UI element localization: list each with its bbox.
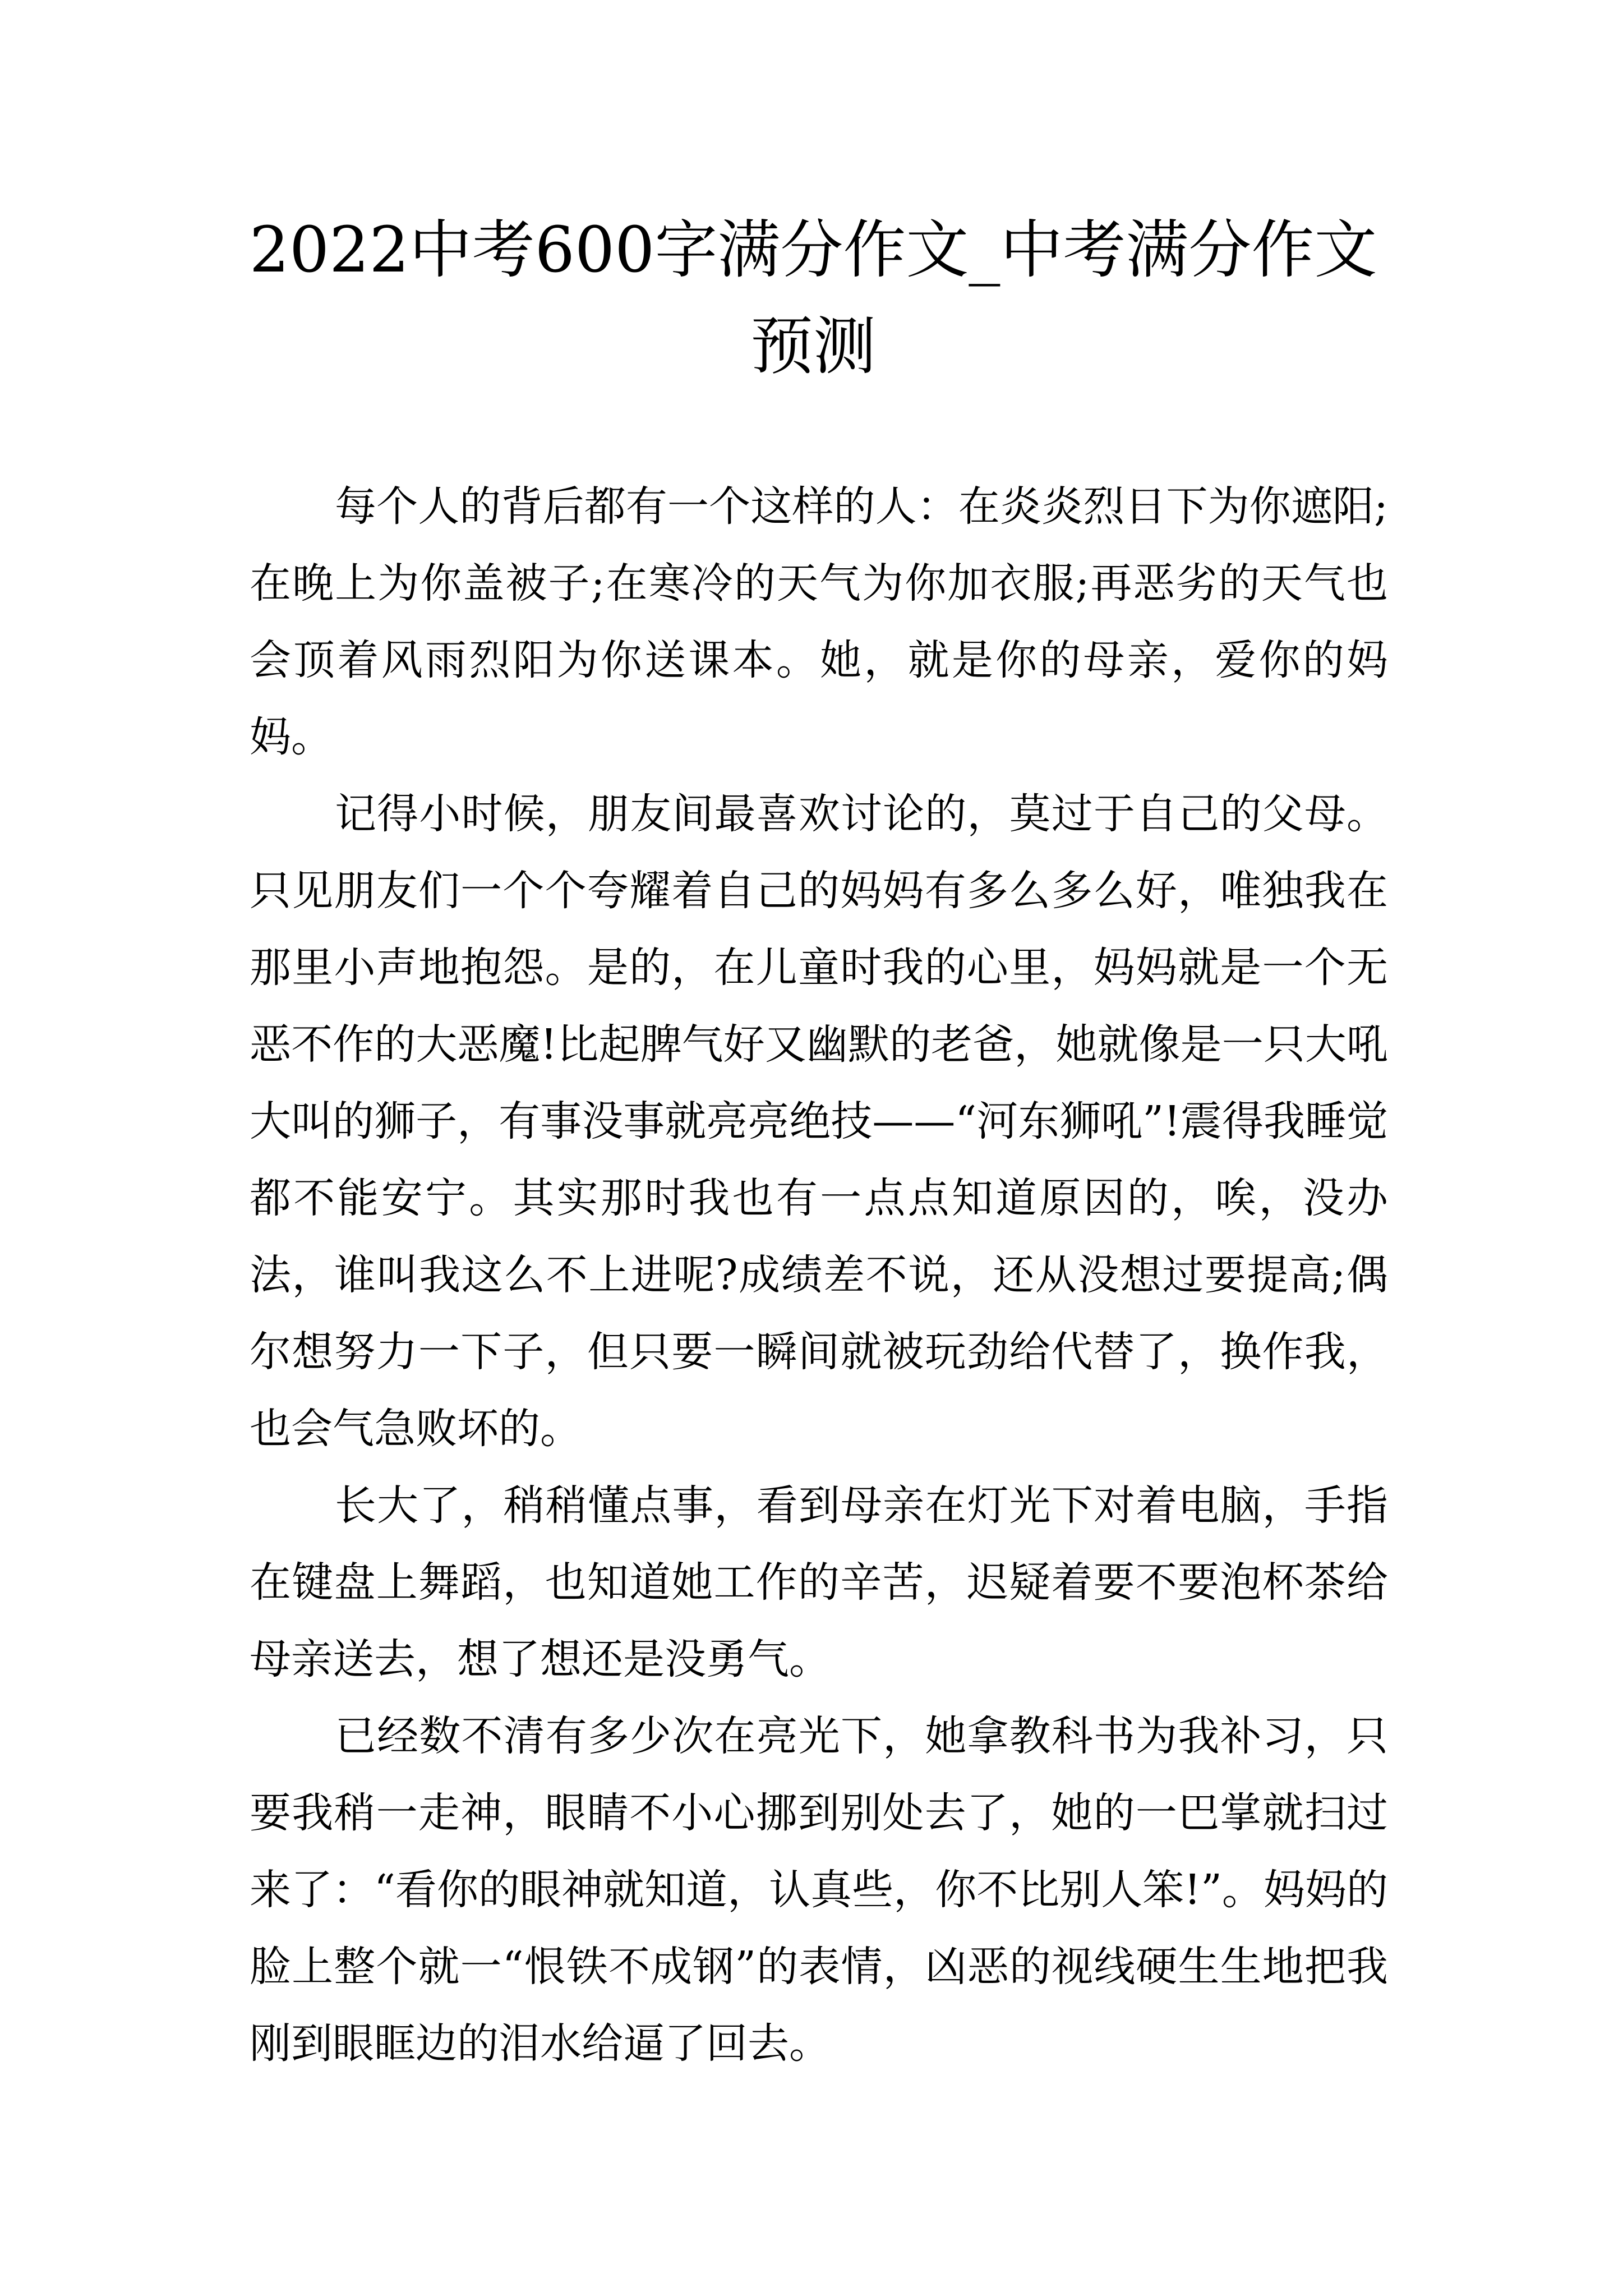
paragraph-4: 已经数不清有多少次在亮光下，她拿教科书为我补习，只要我稍一走神，眼睛不小心挪到别处去了，她的一巴掌就扫过来了：“看你的眼神就知道，认真些，你不比别人笨!”。妈妈的脸上整个就一“恨铁不成钢”的表情，凶恶的视线硬生生地把我刚到眼眶边的泪水给逼了回去。 (250, 1712, 1388, 2068)
document-body (250, 468, 1388, 2082)
paragraph-3: 长大了，稍稍懂点事，看到母亲在灯光下对着电脑，手指在键盘上舞蹈，也知道她工作的辛苦，迟疑着要不要泡杯茶给母亲送去，想了想还是没勇气。 (250, 1481, 1388, 1683)
document-title: 2022中考600字满分作文_中考满分作文预测 (249, 214, 1377, 383)
paragraph-1: 每个人的背后都有一个这样的人：在炎炎烈日下为你遮阳;在晚上为你盖被子;在寒冷的天气为你加衣服;再恶劣的天气也会顶着风雨烈阳为你送课本。她，就是你的母亲，爱你的妈妈。 (250, 482, 1388, 761)
paragraph-2: 记得小时候，朋友间最喜欢讨论的，莫过于自己的父母。只见朋友们一个个夸耀着自己的妈妈有多么多么好，唯独我在那里小声地抱怨。是的，在儿童时我的心里，妈妈就是一个无恶不作的大恶魔!比起脾气好又幽默的老爸，她就像是一只大吼大叫的狮子，有事没事就亮亮绝技——“河东狮吼”!震得我睡觉都不能安宁。其实那时我也有一点点知道原因的，唉，没办法，谁叫我这么不上进呢?成绩差不说，还从没想过要提高;偶尔想努力一下子，但只要一瞬间就被玩劲给代替了，换作我，也会气急败坏的。 (250, 790, 1388, 1453)
